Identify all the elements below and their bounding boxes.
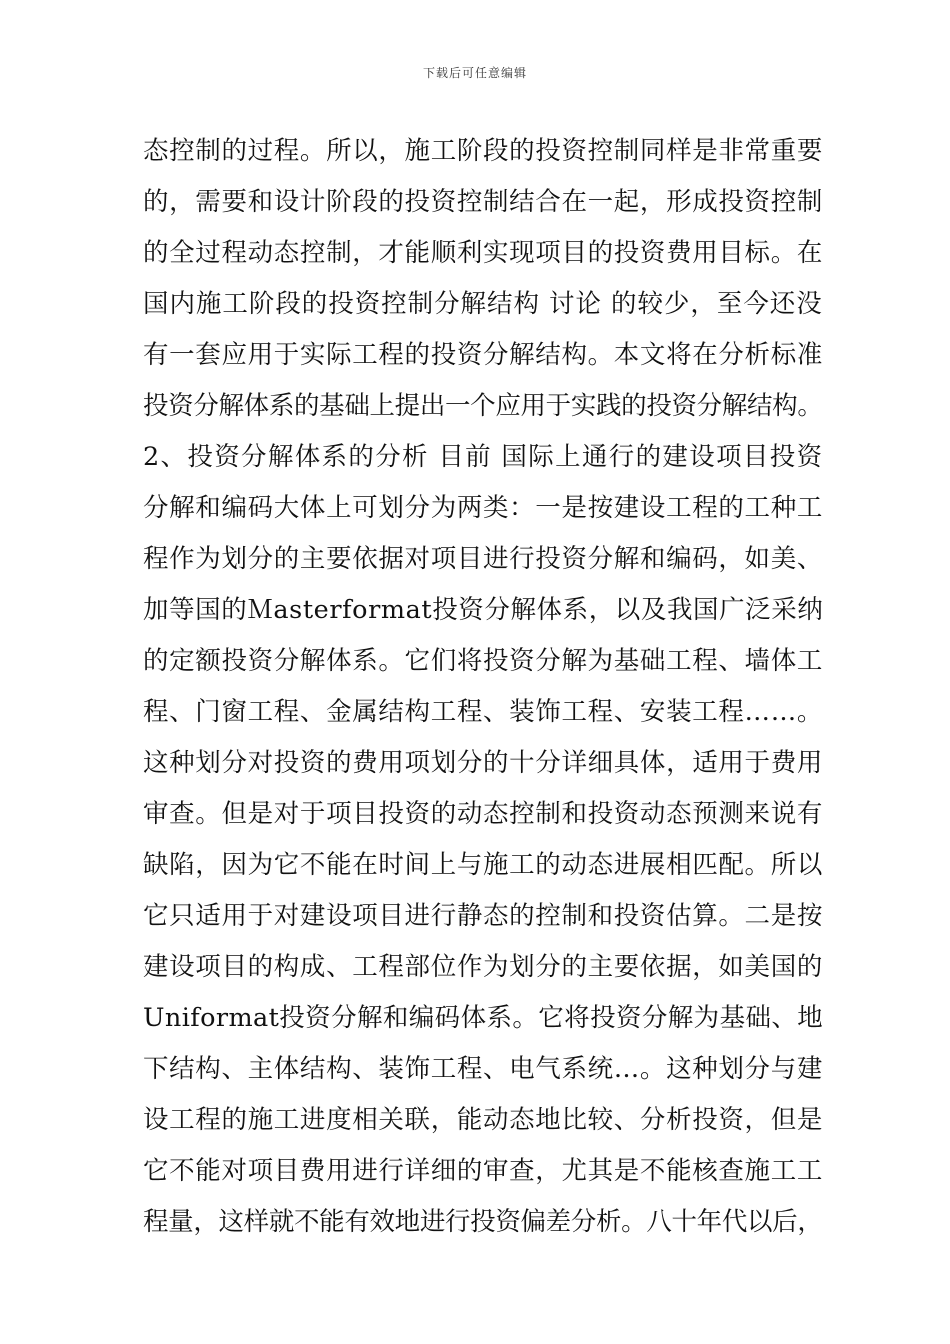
text-line: 的定额投资分解体系。它们将投资分解为基础工程、墙体工: [143, 646, 824, 676]
text-line: 国内施工阶段的投资控制分解结构 讨论 的较少，至今还没: [143, 289, 823, 319]
body-text: [143, 126, 823, 1248]
page-header: 下载后可任意编辑: [422, 66, 527, 80]
text-line: 程、门窗工程、金属结构工程、装饰工程、安装工程……。: [143, 697, 824, 727]
text-line: 有一套应用于实际工程的投资分解结构。本文将在分析标准: [143, 340, 824, 370]
text-line: 下结构、主体结构、装饰工程、电气系统…。这种划分与建: [143, 1054, 824, 1084]
text-line: 分解和编码大体上可划分为两类：一是按建设工程的工种工: [143, 493, 824, 523]
text-line: 建设项目的构成、工程部位作为划分的主要依据，如美国的: [143, 952, 824, 982]
text-line: 程量，这样就不能有效地进行投资偏差分析。八十年代以后，: [143, 1207, 823, 1237]
text-line: 加等国的Ｍasterformat投资分解体系，以及我国广泛采纳: [143, 595, 824, 625]
text-line: 它不能对项目费用进行详细的审查，尤其是不能核查施工工: [143, 1156, 824, 1186]
text-line: 态控制的过程。所以，施工阶段的投资控制同样是非常重要: [143, 136, 824, 166]
text-line: 这种划分对投资的费用项划分的十分详细具体，适用于费用: [143, 748, 824, 778]
text-line: 它只适用于对建设项目进行静态的控制和投资估算。二是按: [143, 901, 824, 931]
text-line: 审查。但是对于项目投资的动态控制和投资动态预测来说有: [143, 799, 824, 829]
text-line: 的，需要和设计阶段的投资控制结合在一起，形成投资控制: [143, 187, 824, 217]
text-line: 设工程的施工进度相关联，能动态地比较、分析投资，但是: [143, 1105, 824, 1135]
text-line: 程作为划分的主要依据对项目进行投资分解和编码，如美、: [143, 544, 824, 574]
text-line: Uniformat投资分解和编码体系。它将投资分解为基础、地: [143, 1003, 824, 1033]
text-line: 投资分解体系的基础上提出一个应用于实践的投资分解结构。: [143, 391, 823, 421]
text-line: 的全过程动态控制，才能顺利实现项目的投资费用目标。在: [143, 238, 824, 268]
text-line: 缺陷，因为它不能在时间上与施工的动态进展相匹配。所以: [143, 850, 824, 880]
text-line: 2、投资分解体系的分析 目前 国际上通行的建设项目投资: [143, 442, 824, 472]
